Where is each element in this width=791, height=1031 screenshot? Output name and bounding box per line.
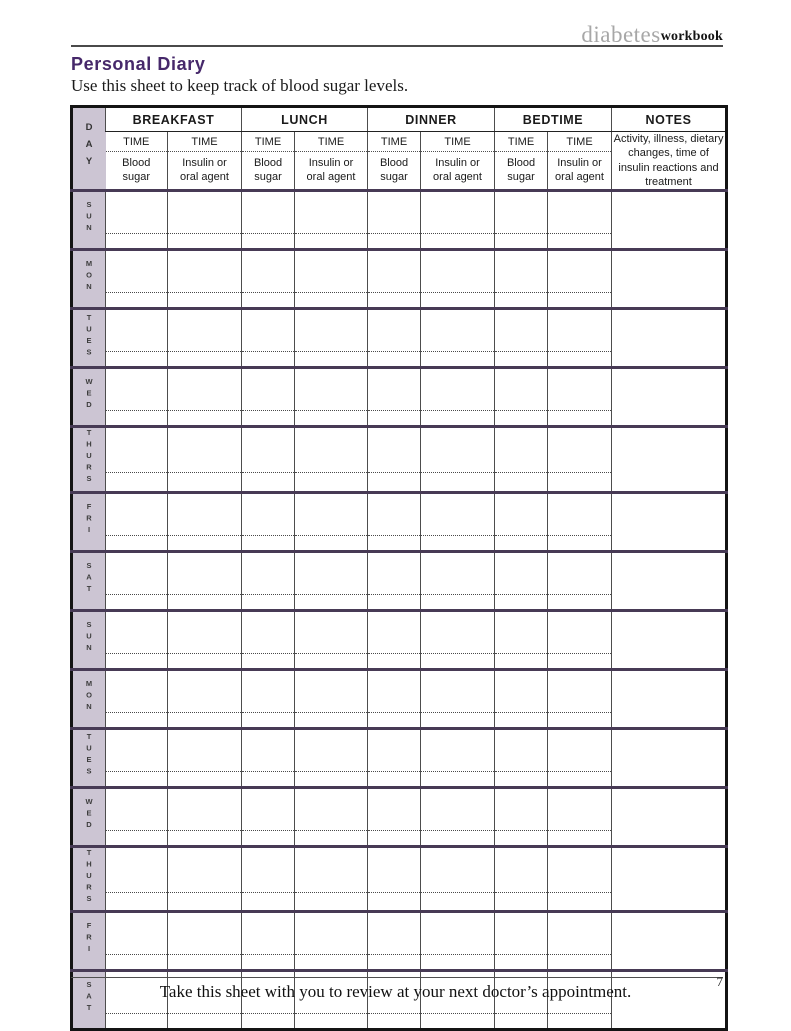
diary-table-body bbox=[72, 191, 727, 1030]
lunch-insulin-cell bbox=[295, 250, 368, 309]
lunch-blood-sugar-cell bbox=[242, 551, 295, 610]
write-in-rule bbox=[106, 535, 167, 536]
bedtime-insulin-cell bbox=[548, 250, 612, 309]
write-in-rule bbox=[242, 535, 294, 536]
write-in-rule bbox=[168, 594, 241, 595]
dinner-blood-sugar-cell bbox=[368, 191, 421, 250]
bedtime-blood-sugar-cell bbox=[495, 728, 548, 787]
breakfast-blood-sugar-cell bbox=[106, 728, 168, 787]
write-in-rule bbox=[242, 594, 294, 595]
bedtime-blood-sugar-cell bbox=[495, 492, 548, 551]
dinner-blood-sugar-cell bbox=[368, 846, 421, 912]
bedtime-blood-sugar-cell bbox=[495, 912, 548, 971]
write-in-rule bbox=[495, 292, 547, 293]
table-row bbox=[72, 250, 727, 309]
notes-cell bbox=[612, 669, 727, 728]
write-in-rule bbox=[106, 472, 167, 473]
breakfast-insulin-cell bbox=[168, 610, 242, 669]
time-header-lunch-blood: TIME bbox=[242, 132, 295, 152]
write-in-rule bbox=[421, 1013, 494, 1014]
dinner-blood-sugar-cell bbox=[368, 610, 421, 669]
breakfast-insulin-cell bbox=[168, 728, 242, 787]
write-in-rule bbox=[295, 535, 367, 536]
lunch-blood-sugar-cell bbox=[242, 492, 295, 551]
write-in-rule bbox=[421, 472, 494, 473]
breakfast-insulin-cell bbox=[168, 427, 242, 493]
breakfast-insulin-cell bbox=[168, 846, 242, 912]
write-in-rule bbox=[421, 830, 494, 831]
bedtime-blood-sugar-cell bbox=[495, 846, 548, 912]
lunch-blood-sugar-cell bbox=[242, 846, 295, 912]
write-in-rule bbox=[368, 771, 420, 772]
write-in-rule bbox=[495, 892, 547, 893]
breakfast-blood-sugar-cell bbox=[106, 846, 168, 912]
dinner-insulin-cell bbox=[421, 492, 495, 551]
dinner-blood-sugar-cell bbox=[368, 492, 421, 551]
day-label: SAT bbox=[72, 551, 106, 610]
footer-text: Take this sheet with you to review at your next doctor’s appointment. bbox=[159, 982, 632, 1001]
breakfast-insulin-cell bbox=[168, 787, 242, 846]
day-label: TUES bbox=[72, 728, 106, 787]
day-label: WED bbox=[72, 787, 106, 846]
breakfast-blood-sugar-cell bbox=[106, 669, 168, 728]
write-in-rule bbox=[295, 410, 367, 411]
write-in-rule bbox=[242, 351, 294, 352]
table-row bbox=[72, 669, 727, 728]
lunch-insulin-cell bbox=[295, 427, 368, 493]
table-row bbox=[72, 728, 727, 787]
write-in-rule bbox=[368, 653, 420, 654]
dinner-insulin-cell bbox=[421, 610, 495, 669]
diary-table bbox=[70, 105, 728, 1031]
dinner-insulin-cell bbox=[421, 427, 495, 493]
write-in-rule bbox=[495, 653, 547, 654]
write-in-rule bbox=[495, 472, 547, 473]
lunch-insulin-cell bbox=[295, 728, 368, 787]
write-in-rule bbox=[368, 535, 420, 536]
write-in-rule bbox=[168, 892, 241, 893]
bedtime-blood-sugar-cell bbox=[495, 309, 548, 368]
write-in-rule bbox=[421, 954, 494, 955]
write-in-rule bbox=[421, 410, 494, 411]
lunch-blood-sugar-cell bbox=[242, 191, 295, 250]
write-in-rule bbox=[168, 410, 241, 411]
breakfast-insulin-cell bbox=[168, 191, 242, 250]
write-in-rule bbox=[548, 830, 611, 831]
sub-header-lunch-blood: Blood sugar bbox=[242, 152, 295, 191]
day-label: THURS bbox=[72, 846, 106, 912]
write-in-rule bbox=[295, 892, 367, 893]
bedtime-blood-sugar-cell bbox=[495, 250, 548, 309]
write-in-rule bbox=[242, 233, 294, 234]
write-in-rule bbox=[168, 233, 241, 234]
breakfast-blood-sugar-cell bbox=[106, 427, 168, 493]
breakfast-insulin-cell bbox=[168, 309, 242, 368]
write-in-rule bbox=[548, 771, 611, 772]
bedtime-blood-sugar-cell bbox=[495, 191, 548, 250]
write-in-rule bbox=[368, 351, 420, 352]
breakfast-blood-sugar-cell bbox=[106, 368, 168, 427]
write-in-rule bbox=[106, 594, 167, 595]
table-row bbox=[72, 610, 727, 669]
notes-cell bbox=[612, 309, 727, 368]
dinner-insulin-cell bbox=[421, 551, 495, 610]
write-in-rule bbox=[106, 892, 167, 893]
day-label: THURS bbox=[72, 427, 106, 493]
write-in-rule bbox=[495, 410, 547, 411]
lunch-blood-sugar-cell bbox=[242, 728, 295, 787]
write-in-rule bbox=[421, 653, 494, 654]
write-in-rule bbox=[368, 712, 420, 713]
bedtime-blood-sugar-cell bbox=[495, 669, 548, 728]
dinner-blood-sugar-cell bbox=[368, 728, 421, 787]
bedtime-blood-sugar-cell bbox=[495, 368, 548, 427]
write-in-rule bbox=[295, 594, 367, 595]
bedtime-insulin-cell bbox=[548, 787, 612, 846]
lunch-blood-sugar-cell bbox=[242, 669, 295, 728]
dinner-insulin-cell bbox=[421, 846, 495, 912]
write-in-rule bbox=[495, 771, 547, 772]
write-in-rule bbox=[548, 410, 611, 411]
write-in-rule bbox=[548, 653, 611, 654]
write-in-rule bbox=[168, 535, 241, 536]
breakfast-insulin-cell bbox=[168, 551, 242, 610]
dinner-insulin-cell bbox=[421, 912, 495, 971]
write-in-rule bbox=[242, 410, 294, 411]
write-in-rule bbox=[421, 594, 494, 595]
table-row bbox=[72, 368, 727, 427]
notes-cell bbox=[612, 368, 727, 427]
write-in-rule bbox=[548, 594, 611, 595]
notes-cell bbox=[612, 551, 727, 610]
day-label: TUES bbox=[72, 309, 106, 368]
write-in-rule bbox=[368, 472, 420, 473]
day-column-header-label: DAY bbox=[83, 121, 95, 173]
write-in-rule bbox=[495, 594, 547, 595]
lunch-insulin-cell bbox=[295, 610, 368, 669]
breakfast-insulin-cell bbox=[168, 912, 242, 971]
bedtime-insulin-cell bbox=[548, 846, 612, 912]
notes-cell bbox=[612, 610, 727, 669]
bedtime-insulin-cell bbox=[548, 728, 612, 787]
write-in-rule bbox=[106, 1013, 167, 1014]
write-in-rule bbox=[548, 351, 611, 352]
write-in-rule bbox=[421, 351, 494, 352]
dinner-insulin-cell bbox=[421, 368, 495, 427]
breakfast-blood-sugar-cell bbox=[106, 250, 168, 309]
notes-cell bbox=[612, 250, 727, 309]
write-in-rule bbox=[495, 712, 547, 713]
lunch-blood-sugar-cell bbox=[242, 610, 295, 669]
table-row bbox=[72, 427, 727, 493]
lunch-blood-sugar-cell bbox=[242, 368, 295, 427]
write-in-rule bbox=[295, 351, 367, 352]
write-in-rule bbox=[242, 892, 294, 893]
write-in-rule bbox=[548, 954, 611, 955]
write-in-rule bbox=[295, 1013, 367, 1014]
sub-header-bedtime-insulin: Insulin or oral agent bbox=[548, 152, 612, 191]
table-row bbox=[72, 191, 727, 250]
write-in-rule bbox=[106, 351, 167, 352]
lunch-insulin-cell bbox=[295, 191, 368, 250]
dinner-insulin-cell bbox=[421, 669, 495, 728]
write-in-rule bbox=[421, 233, 494, 234]
brand-diabetes: diabetes bbox=[581, 21, 661, 47]
sub-header-breakfast-insulin: Insulin or oral agent bbox=[168, 152, 242, 191]
lunch-blood-sugar-cell bbox=[242, 427, 295, 493]
lunch-insulin-cell bbox=[295, 787, 368, 846]
lunch-blood-sugar-cell bbox=[242, 912, 295, 971]
lunch-insulin-cell bbox=[295, 669, 368, 728]
notes-cell bbox=[612, 787, 727, 846]
bedtime-insulin-cell bbox=[548, 191, 612, 250]
write-in-rule bbox=[368, 830, 420, 831]
write-in-rule bbox=[168, 771, 241, 772]
write-in-rule bbox=[242, 771, 294, 772]
breakfast-blood-sugar-cell bbox=[106, 551, 168, 610]
write-in-rule bbox=[368, 594, 420, 595]
breakfast-blood-sugar-cell bbox=[106, 309, 168, 368]
time-header-breakfast-blood: TIME bbox=[106, 132, 168, 152]
write-in-rule bbox=[106, 830, 167, 831]
notes-description: Activity, illness, dietary changes, time of insulin reactions and treatment bbox=[612, 132, 727, 191]
write-in-rule bbox=[168, 292, 241, 293]
footer-rule bbox=[71, 977, 723, 978]
lunch-blood-sugar-cell bbox=[242, 250, 295, 309]
breakfast-blood-sugar-cell bbox=[106, 787, 168, 846]
time-header-lunch-insulin: TIME bbox=[295, 132, 368, 152]
lunch-insulin-cell bbox=[295, 492, 368, 551]
bedtime-insulin-cell bbox=[548, 669, 612, 728]
notes-cell bbox=[612, 492, 727, 551]
page-number: 7 bbox=[716, 974, 723, 989]
dinner-insulin-cell bbox=[421, 728, 495, 787]
table-row bbox=[72, 787, 727, 846]
dinner-insulin-cell bbox=[421, 309, 495, 368]
bedtime-insulin-cell bbox=[548, 492, 612, 551]
write-in-rule bbox=[548, 535, 611, 536]
write-in-rule bbox=[421, 712, 494, 713]
write-in-rule bbox=[548, 1013, 611, 1014]
write-in-rule bbox=[421, 535, 494, 536]
bedtime-insulin-cell bbox=[548, 427, 612, 493]
write-in-rule bbox=[106, 954, 167, 955]
sub-header-breakfast-blood: Blood sugar bbox=[122, 156, 151, 183]
write-in-rule bbox=[495, 351, 547, 352]
bedtime-insulin-cell bbox=[548, 309, 612, 368]
write-in-rule bbox=[295, 292, 367, 293]
write-in-rule bbox=[421, 892, 494, 893]
write-in-rule bbox=[368, 954, 420, 955]
write-in-rule bbox=[548, 892, 611, 893]
brand-workbook: workbook bbox=[660, 29, 723, 45]
notes-cell bbox=[612, 912, 727, 971]
write-in-rule bbox=[242, 954, 294, 955]
time-header-bedtime-blood: TIME bbox=[495, 132, 548, 152]
page-title: Personal Diary bbox=[71, 54, 206, 74]
day-label: MON bbox=[72, 669, 106, 728]
write-in-rule bbox=[242, 292, 294, 293]
write-in-rule bbox=[295, 771, 367, 772]
write-in-rule bbox=[548, 472, 611, 473]
day-label: WED bbox=[72, 368, 106, 427]
meal-header-dinner: DINNER bbox=[368, 107, 495, 132]
table-row bbox=[72, 492, 727, 551]
write-in-rule bbox=[421, 292, 494, 293]
write-in-rule bbox=[168, 653, 241, 654]
breakfast-blood-sugar-cell bbox=[106, 912, 168, 971]
bedtime-insulin-cell bbox=[548, 610, 612, 669]
meal-header-breakfast: BREAKFAST bbox=[106, 107, 242, 132]
breakfast-insulin-cell bbox=[168, 368, 242, 427]
bedtime-insulin-cell bbox=[548, 368, 612, 427]
bedtime-blood-sugar-cell bbox=[495, 551, 548, 610]
write-in-rule bbox=[495, 954, 547, 955]
table-row bbox=[72, 551, 727, 610]
write-in-rule bbox=[368, 410, 420, 411]
write-in-rule bbox=[495, 535, 547, 536]
breakfast-insulin-cell bbox=[168, 669, 242, 728]
table-row bbox=[72, 309, 727, 368]
write-in-rule bbox=[295, 830, 367, 831]
write-in-rule bbox=[242, 830, 294, 831]
write-in-rule bbox=[421, 771, 494, 772]
bedtime-blood-sugar-cell bbox=[495, 610, 548, 669]
notes-cell bbox=[612, 846, 727, 912]
notes-cell bbox=[612, 191, 727, 250]
write-in-rule bbox=[106, 771, 167, 772]
write-in-rule bbox=[295, 472, 367, 473]
bedtime-blood-sugar-cell bbox=[495, 787, 548, 846]
dinner-blood-sugar-cell bbox=[368, 669, 421, 728]
write-in-rule bbox=[368, 892, 420, 893]
bedtime-insulin-cell bbox=[548, 912, 612, 971]
day-label: SUN bbox=[72, 610, 106, 669]
write-in-rule bbox=[495, 830, 547, 831]
write-in-rule bbox=[242, 1013, 294, 1014]
masthead bbox=[71, 0, 723, 47]
write-in-rule bbox=[548, 712, 611, 713]
breakfast-insulin-cell bbox=[168, 492, 242, 551]
sub-header-bedtime-blood: Blood sugar bbox=[495, 152, 548, 191]
write-in-rule bbox=[368, 233, 420, 234]
dinner-blood-sugar-cell bbox=[368, 250, 421, 309]
write-in-rule bbox=[295, 653, 367, 654]
write-in-rule bbox=[295, 233, 367, 234]
dinner-insulin-cell bbox=[421, 250, 495, 309]
write-in-rule bbox=[242, 712, 294, 713]
dinner-blood-sugar-cell bbox=[368, 551, 421, 610]
write-in-rule bbox=[242, 472, 294, 473]
write-in-rule bbox=[106, 410, 167, 411]
notes-cell bbox=[612, 728, 727, 787]
lunch-insulin-cell bbox=[295, 309, 368, 368]
write-in-rule bbox=[168, 1013, 241, 1014]
breakfast-blood-sugar-cell bbox=[106, 492, 168, 551]
write-in-rule bbox=[168, 954, 241, 955]
breakfast-blood-sugar-cell bbox=[106, 610, 168, 669]
lunch-blood-sugar-cell bbox=[242, 309, 295, 368]
write-in-rule bbox=[168, 472, 241, 473]
write-in-rule bbox=[548, 233, 611, 234]
sub-header-dinner-insulin: Insulin or oral agent bbox=[421, 152, 495, 191]
notes-header: NOTES bbox=[612, 107, 727, 132]
dinner-insulin-cell bbox=[421, 787, 495, 846]
dinner-blood-sugar-cell bbox=[368, 912, 421, 971]
day-label: FRI bbox=[72, 492, 106, 551]
lunch-blood-sugar-cell bbox=[242, 787, 295, 846]
sub-header-dinner-blood: Blood sugar bbox=[368, 152, 421, 191]
write-in-rule bbox=[495, 233, 547, 234]
write-in-rule bbox=[495, 1013, 547, 1014]
lunch-insulin-cell bbox=[295, 368, 368, 427]
breakfast-insulin-cell bbox=[168, 250, 242, 309]
write-in-rule bbox=[368, 292, 420, 293]
time-header-dinner-insulin: TIME bbox=[421, 132, 495, 152]
write-in-rule bbox=[168, 830, 241, 831]
day-label: MON bbox=[72, 250, 106, 309]
dinner-blood-sugar-cell bbox=[368, 309, 421, 368]
dinner-blood-sugar-cell bbox=[368, 787, 421, 846]
day-column-header bbox=[72, 107, 106, 191]
day-label: SAT bbox=[72, 971, 106, 1030]
write-in-rule bbox=[295, 712, 367, 713]
bedtime-blood-sugar-cell bbox=[495, 427, 548, 493]
lunch-insulin-cell bbox=[295, 551, 368, 610]
time-header-breakfast-insulin: TIME bbox=[168, 132, 242, 152]
dinner-blood-sugar-cell bbox=[368, 427, 421, 493]
write-in-rule bbox=[242, 653, 294, 654]
table-row bbox=[72, 846, 727, 912]
dinner-insulin-cell bbox=[421, 191, 495, 250]
meal-header-bedtime: BEDTIME bbox=[495, 107, 612, 132]
table-row bbox=[72, 912, 727, 971]
write-in-rule bbox=[106, 292, 167, 293]
sub-header-lunch-insulin: Insulin or oral agent bbox=[295, 152, 368, 191]
page-subtitle: Use this sheet to keep track of blood sugar levels. bbox=[71, 76, 409, 95]
write-in-rule bbox=[168, 712, 241, 713]
write-in-rule bbox=[106, 653, 167, 654]
dinner-blood-sugar-cell bbox=[368, 368, 421, 427]
meal-header-lunch: LUNCH bbox=[242, 107, 368, 132]
write-in-rule bbox=[548, 292, 611, 293]
diary-table-header bbox=[72, 107, 727, 191]
time-header-dinner-blood: TIME bbox=[368, 132, 421, 152]
breakfast-blood-sugar-cell bbox=[106, 191, 168, 250]
lunch-insulin-cell bbox=[295, 846, 368, 912]
write-in-rule bbox=[106, 712, 167, 713]
write-in-rule bbox=[168, 351, 241, 352]
notes-cell bbox=[612, 427, 727, 493]
time-header-bedtime-insulin: TIME bbox=[548, 132, 612, 152]
lunch-insulin-cell bbox=[295, 912, 368, 971]
day-label: FRI bbox=[72, 912, 106, 971]
bedtime-insulin-cell bbox=[548, 551, 612, 610]
write-in-rule bbox=[106, 233, 167, 234]
write-in-rule bbox=[295, 954, 367, 955]
write-in-rule bbox=[368, 1013, 420, 1014]
day-label: SUN bbox=[72, 191, 106, 250]
